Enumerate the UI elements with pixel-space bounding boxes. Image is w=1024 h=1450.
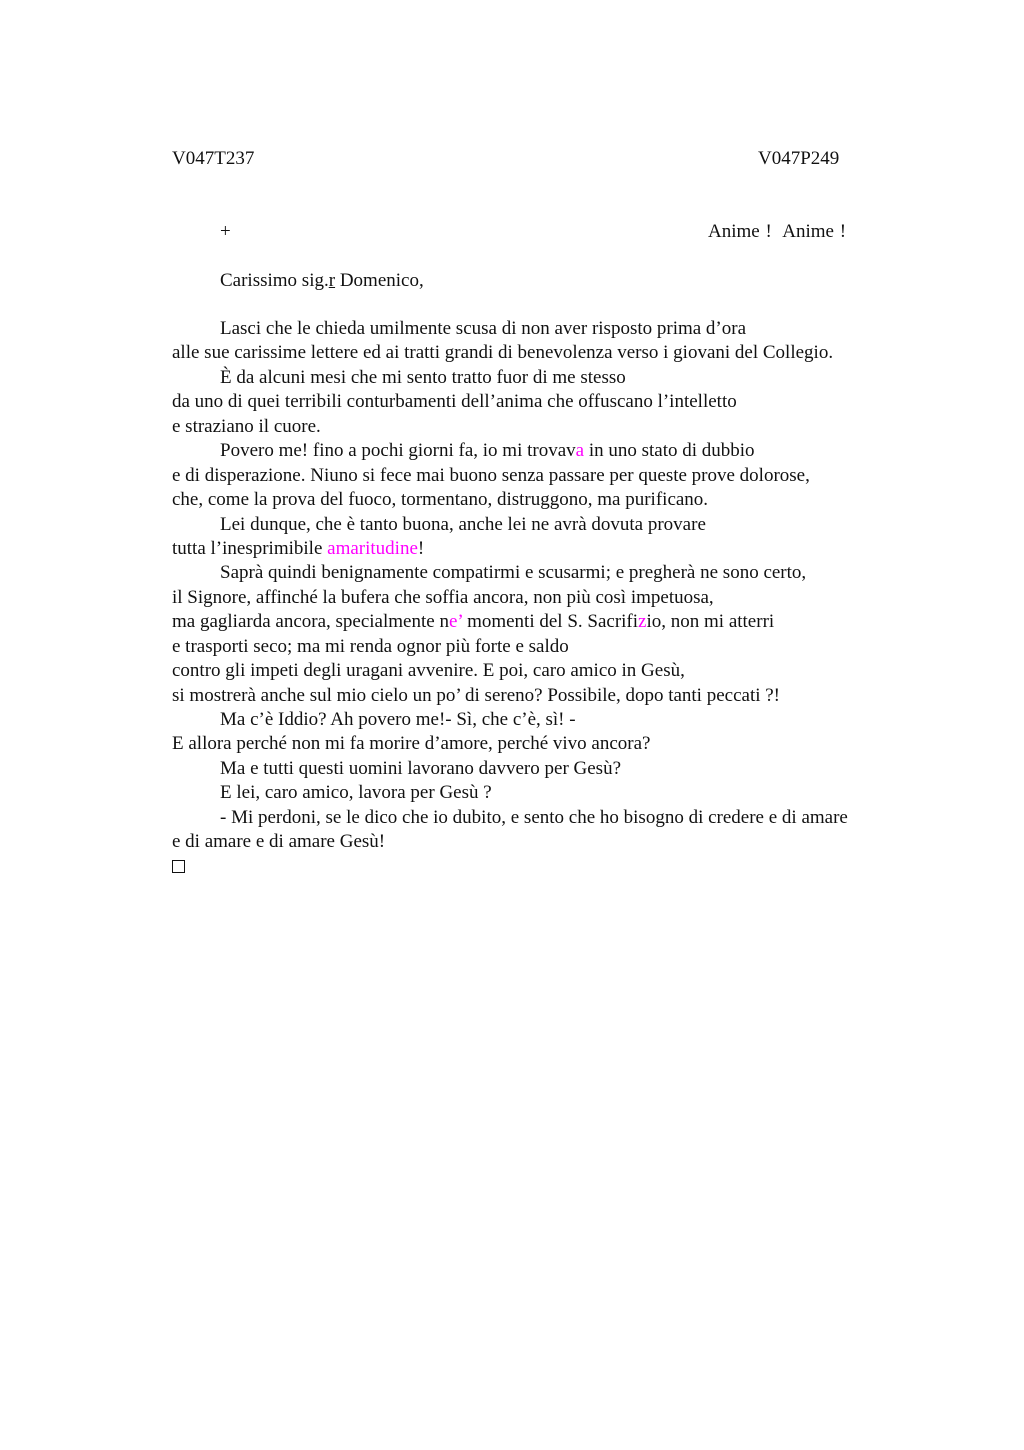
text-line: Ma e tutti questi uomini lavorano davvero per Gesù? xyxy=(220,757,622,779)
motto: Anime ! Anime ! xyxy=(708,221,847,242)
text-line: È da alcuni mesi che mi sento tratto fuor di me stesso xyxy=(220,366,626,388)
text-line: E allora perché non mi fa morire d’amore, perché vivo ancora? xyxy=(172,733,651,755)
text-line: E lei, caro amico, lavora per Gesù ? xyxy=(220,782,492,804)
text-line: il Signore, affinché la bufera che soffia ancora, non più così impetuosa, xyxy=(172,586,714,608)
text-line: Lei dunque, che è tanto buona, anche lei ne avrà dovuta provare xyxy=(220,513,706,535)
text-span: in uno stato di dubbio xyxy=(584,440,755,462)
highlighted-correction: e’ xyxy=(448,611,463,633)
highlighted-correction: a xyxy=(575,440,585,462)
right-reference-code: V047P249 xyxy=(758,148,840,169)
text-line xyxy=(172,439,932,463)
end-marker-line xyxy=(172,855,932,879)
text-line: contro gli impeti degli uragani avvenire. E poi, caro amico in Gesù, xyxy=(172,660,685,682)
salutation-start: Carissimo sig. xyxy=(220,270,329,291)
letter-body xyxy=(172,317,932,879)
text-span: Povero me! fino a pochi giorni fa, io mi trovav xyxy=(220,440,576,462)
text-line: - Mi perdoni, se le dico che io dubito, e sento che ho bisogno di credere e di amare xyxy=(220,806,848,828)
text-span: io, non mi atterri xyxy=(646,611,775,633)
text-line: e straziano il cuore. xyxy=(172,415,321,437)
left-reference-code: V047T237 xyxy=(172,148,255,169)
salutation xyxy=(220,269,424,293)
text-line: si mostrerà anche sul mio cielo un po’ di sereno? Possibile, dopo tanti peccati ?! xyxy=(172,684,781,706)
text-line: e di amare e di amare Gesù! xyxy=(172,831,386,853)
text-line: e trasporti seco; ma mi renda ognor più forte e saldo xyxy=(172,635,569,657)
text-line: Ma c’è Iddio? Ah povero me!- Sì, che c’è, sì! - xyxy=(220,709,576,730)
salutation-underlined: r xyxy=(328,270,336,291)
cross-symbol: + xyxy=(220,221,231,242)
salutation-end: Domenico, xyxy=(335,270,424,291)
text-line xyxy=(172,610,932,634)
highlighted-correction: z xyxy=(638,611,647,633)
text-line xyxy=(172,537,932,561)
text-span: momenti del S. Sacrifi xyxy=(462,611,639,633)
text-line: da uno di quei terribili conturbamenti dell’anima che offuscano l’intelletto xyxy=(172,391,737,413)
text-line: che, come la prova del fuoco, tormentano, distruggono, ma purificano. xyxy=(172,489,709,511)
text-span: ma gagliarda ancora, specialmente n xyxy=(172,611,449,633)
text-line: alle sue carissime lettere ed ai tratti grandi di benevolenza verso i giovani del Collegio. xyxy=(172,342,834,364)
highlighted-word: amaritudine xyxy=(327,537,418,559)
text-span: tutta l’inesprimibile xyxy=(172,537,328,559)
text-line: Saprà quindi benignamente compatirmi e scusarmi; e pregherà ne sono certo, xyxy=(220,562,807,584)
text-line: e di disperazione. Niuno si fece mai buono senza passare per queste prove dolorose, xyxy=(172,464,810,486)
text-line: Lasci che le chieda umilmente scusa di non aver risposto prima d’ora xyxy=(220,318,747,339)
text-span: ! xyxy=(417,537,425,559)
end-square-icon xyxy=(172,860,185,873)
